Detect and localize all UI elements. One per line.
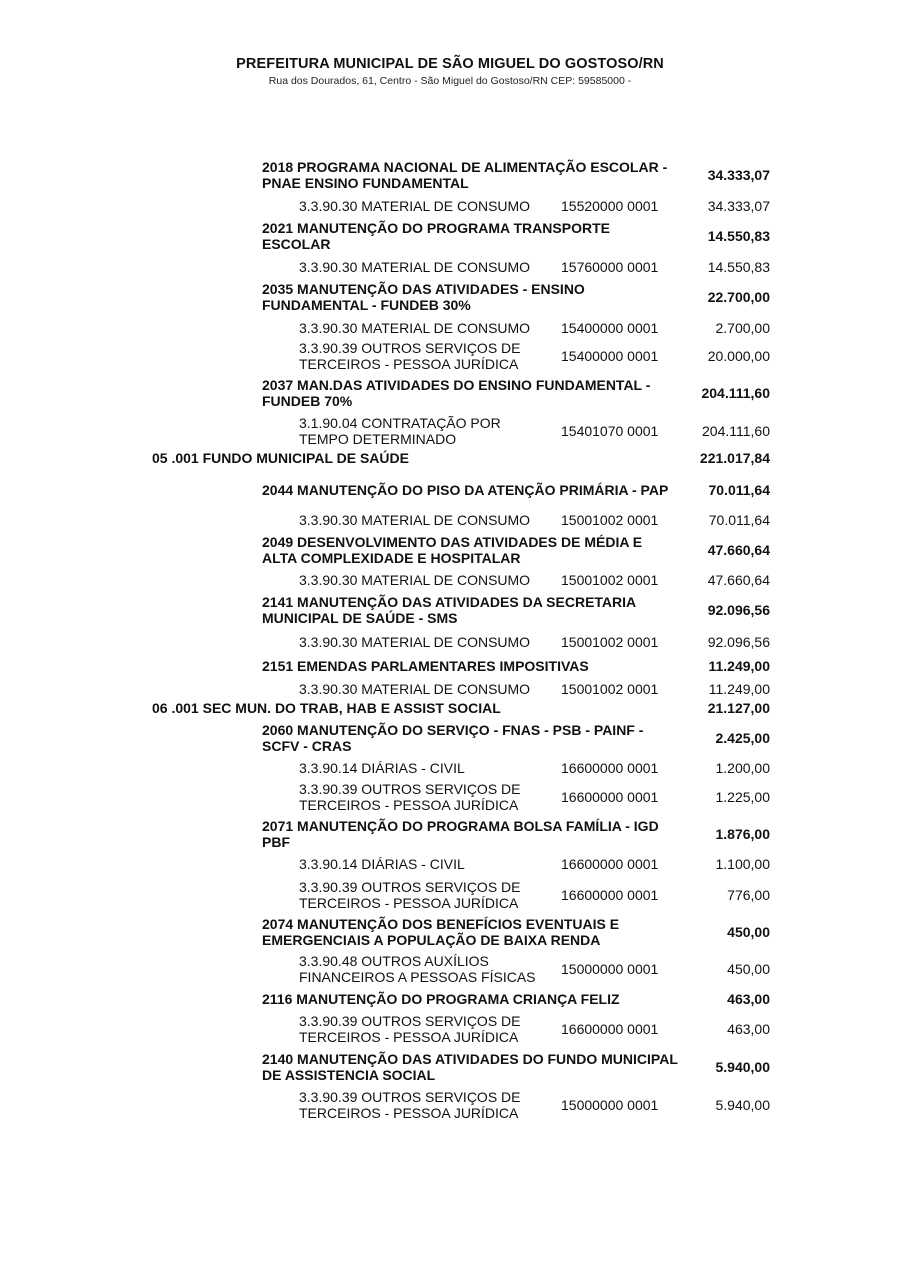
- expense-amount: 2.700,00: [715, 319, 770, 336]
- expense-amount: 20.000,00: [707, 348, 770, 364]
- expense-source: 15401070 0001: [561, 423, 659, 439]
- action-label: 2037 MAN.DAS ATIVIDADES DO ENSINO FUNDAMENTAL - FUNDEB 70%: [262, 377, 651, 409]
- expense-amount: 92.096,56: [707, 634, 770, 650]
- action-amount: 204.111,60: [701, 385, 770, 401]
- budget-table: [0, 155, 900, 1124]
- action-label: 2018 PROGRAMA NACIONAL DE ALIMENTAÇÃO ESCOLAR - PNAE ENSINO FUNDAMENTAL: [262, 159, 668, 191]
- expense-row: [0, 852, 900, 876]
- expense-source: 16600000 0001: [561, 760, 659, 776]
- expense-source: 16600000 0001: [561, 856, 659, 872]
- action-row: [0, 470, 900, 510]
- expense-element: 3.3.90.30 MATERIAL DE CONSUMO: [299, 634, 531, 650]
- action-label: 2140 MANUTENÇÃO DAS ATIVIDADES DO FUNDO MUNICIPAL DE ASSISTENCIA SOCIAL: [262, 1051, 678, 1083]
- expense-element: 3.3.90.39 OUTROS SERVIÇOS DE TERCEIROS - PESSOA JURÍDICA: [299, 781, 521, 813]
- expense-source: 15000000 0001: [561, 961, 659, 977]
- expense-row: [0, 412, 900, 450]
- expense-row: [0, 1010, 900, 1048]
- expense-element: 3.1.90.04 CONTRATAÇÃO POR TEMPO DETERMINADO: [299, 415, 501, 447]
- expense-row: [0, 876, 900, 914]
- expense-row: [0, 950, 900, 988]
- expense-element: 3.3.90.39 OUTROS SERVIÇOS DE TERCEIROS - PESSOA JURÍDICA: [299, 879, 521, 911]
- expense-element: 3.3.90.30 MATERIAL DE CONSUMO: [299, 319, 531, 336]
- document-address: Rua dos Dourados, 61, Centro - São Miguel do Gostoso/RN CEP: 59585000 -: [268, 75, 632, 87]
- action-label: 2141 MANUTENÇÃO DAS ATIVIDADES DA SECRETARIA MUNICIPAL DE SAÚDE - SMS: [262, 594, 636, 626]
- expense-element: 3.3.90.30 MATERIAL DE CONSUMO: [299, 197, 531, 214]
- expense-row: [0, 570, 900, 590]
- action-label: 2044 MANUTENÇÃO DO PISO DA ATENÇÃO PRIMÁRIA - PAP: [262, 482, 669, 498]
- action-amount: 22.700,00: [707, 289, 770, 305]
- expense-row: [0, 510, 900, 530]
- action-row: [0, 654, 900, 678]
- expense-row: [0, 317, 900, 338]
- expense-row: [0, 256, 900, 277]
- expense-amount: 204.111,60: [702, 423, 770, 439]
- unit-label: 06 .001 SEC MUN. DO TRAB, HAB E ASSIST SOCIAL: [152, 700, 501, 716]
- expense-element: 3.3.90.48 OUTROS AUXÍLIOS FINANCEIROS A PESSOAS FÍSICAS: [299, 953, 536, 985]
- expense-amount: 1.225,00: [715, 789, 770, 805]
- action-amount: 47.660,64: [707, 542, 770, 558]
- action-label: 2035 MANUTENÇÃO DAS ATIVIDADES - ENSINO FUNDAMENTAL - FUNDEB 30%: [262, 281, 585, 313]
- expense-row: [0, 195, 900, 216]
- expense-amount: 11.249,00: [708, 681, 770, 697]
- action-label: 2151 EMENDAS PARLAMENTARES IMPOSITIVAS: [262, 658, 589, 674]
- expense-amount: 1.200,00: [715, 760, 770, 776]
- action-amount: 34.333,07: [707, 167, 770, 183]
- expense-element: 3.3.90.30 MATERIAL DE CONSUMO: [299, 572, 531, 588]
- action-row: [0, 988, 900, 1010]
- expense-row: [0, 758, 900, 778]
- action-row: [0, 216, 900, 256]
- action-row: [0, 155, 900, 195]
- unit-amount: 21.127,00: [707, 700, 770, 716]
- expense-amount: 47.660,64: [707, 572, 770, 588]
- expense-amount: 34.333,07: [707, 197, 770, 214]
- expense-source: 15400000 0001: [561, 348, 659, 364]
- action-amount: 14.550,83: [707, 228, 770, 244]
- action-label: 2074 MANUTENÇÃO DOS BENEFÍCIOS EVENTUAIS E EMERGENCIAIS A POPULAÇÃO DE BAIXA RENDA: [262, 916, 620, 948]
- action-amount: 1.876,00: [715, 826, 770, 842]
- action-row: [0, 277, 900, 317]
- unit-amount: 221.017,84: [699, 450, 770, 466]
- action-label: 2116 MANUTENÇÃO DO PROGRAMA CRIANÇA FELIZ: [262, 991, 620, 1007]
- expense-element: 3.3.90.30 MATERIAL DE CONSUMO: [299, 512, 531, 528]
- expense-row: [0, 338, 900, 374]
- action-row: [0, 718, 900, 758]
- action-amount: 11.249,00: [708, 658, 770, 674]
- action-amount: 450,00: [727, 924, 770, 940]
- expense-element: 3.3.90.39 OUTROS SERVIÇOS DE TERCEIROS - PESSOA JURÍDICA: [299, 340, 521, 372]
- expense-row: [0, 1086, 900, 1124]
- expense-source: 15400000 0001: [561, 319, 659, 336]
- expense-element: 3.3.90.39 OUTROS SERVIÇOS DE TERCEIROS - PESSOA JURÍDICA: [299, 1089, 521, 1121]
- expense-source: 15001002 0001: [561, 512, 659, 528]
- action-row: [0, 816, 900, 852]
- unit-label: 05 .001 FUNDO MUNICIPAL DE SAÚDE: [152, 450, 409, 466]
- document-title: PREFEITURA MUNICIPAL DE SÃO MIGUEL DO GOSTOSO/RN: [236, 56, 664, 72]
- expense-row: [0, 778, 900, 816]
- expense-amount: 70.011,64: [708, 512, 770, 528]
- action-label: 2071 MANUTENÇÃO DO PROGRAMA BOLSA FAMÍLIA - IGD PBF: [262, 818, 659, 850]
- action-amount: 92.096,56: [707, 602, 770, 618]
- action-row: [0, 374, 900, 412]
- action-label: 2049 DESENVOLVIMENTO DAS ATIVIDADES DE MÉDIA E ALTA COMPLEXIDADE E HOSPITALAR: [262, 534, 643, 566]
- expense-amount: 5.940,00: [715, 1097, 770, 1113]
- action-amount: 2.425,00: [715, 730, 770, 746]
- expense-row: [0, 630, 900, 654]
- unit-row: [0, 700, 900, 718]
- unit-row: [0, 450, 900, 470]
- expense-element: 3.3.90.14 DIÁRIAS - CIVIL: [299, 760, 465, 776]
- action-row: [0, 590, 900, 630]
- expense-amount: 463,00: [727, 1021, 770, 1037]
- expense-element: 3.3.90.30 MATERIAL DE CONSUMO: [299, 681, 531, 697]
- expense-source: 15760000 0001: [561, 258, 659, 275]
- expense-amount: 14.550,83: [707, 258, 770, 275]
- document-header: [0, 56, 900, 87]
- expense-source: 15001002 0001: [561, 572, 659, 588]
- action-row: [0, 914, 900, 950]
- action-amount: 70.011,64: [708, 482, 770, 498]
- action-label: 2060 MANUTENÇÃO DO SERVIÇO - FNAS - PSB - PAINF - SCFV - CRAS: [262, 722, 644, 754]
- expense-row: [0, 678, 900, 700]
- expense-source: 16600000 0001: [561, 1021, 659, 1037]
- action-row: [0, 530, 900, 570]
- expense-amount: 1.100,00: [715, 856, 770, 872]
- expense-amount: 776,00: [727, 887, 770, 903]
- expense-source: 15001002 0001: [561, 681, 659, 697]
- expense-element: 3.3.90.39 OUTROS SERVIÇOS DE TERCEIROS - PESSOA JURÍDICA: [299, 1013, 521, 1045]
- expense-source: 16600000 0001: [561, 887, 659, 903]
- expense-source: 15001002 0001: [561, 634, 659, 650]
- expense-amount: 450,00: [727, 961, 770, 977]
- expense-source: 15000000 0001: [561, 1097, 659, 1113]
- action-row: [0, 1048, 900, 1086]
- action-amount: 5.940,00: [715, 1059, 770, 1075]
- action-amount: 463,00: [727, 991, 770, 1007]
- expense-source: 15520000 0001: [561, 197, 659, 214]
- expense-element: 3.3.90.30 MATERIAL DE CONSUMO: [299, 258, 531, 275]
- expense-element: 3.3.90.14 DIÁRIAS - CIVIL: [299, 856, 465, 872]
- expense-source: 16600000 0001: [561, 789, 659, 805]
- action-label: 2021 MANUTENÇÃO DO PROGRAMA TRANSPORTE ESCOLAR: [262, 220, 610, 252]
